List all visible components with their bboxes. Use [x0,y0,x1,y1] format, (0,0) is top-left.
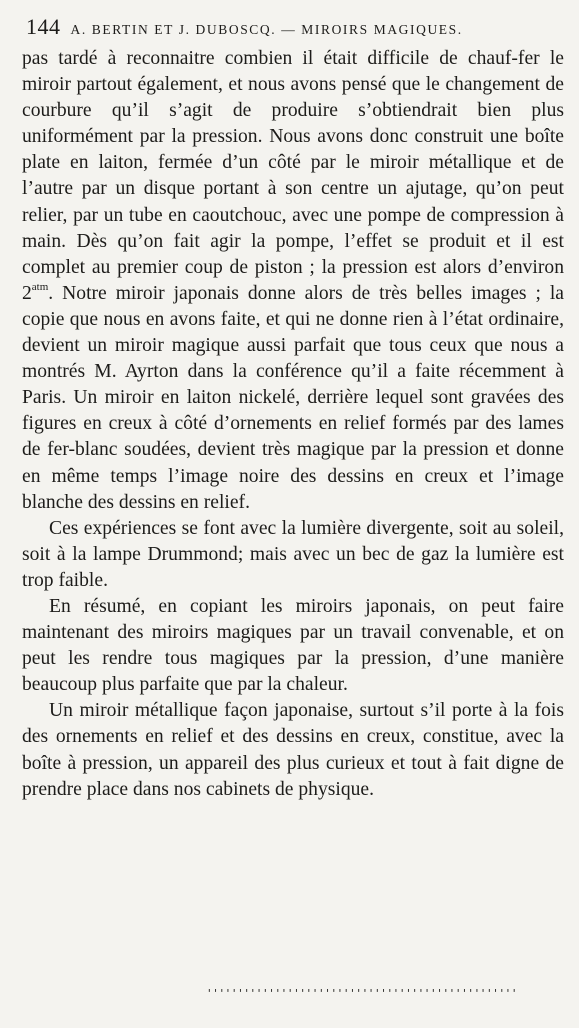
page-header [26,14,566,44]
paragraph-conclusion: Un miroir métallique façon japonaise, surtout s’il porte à la fois des ornements en relief et des dessins en creux, constitue, avec la boîte à pression, un appareil des plus curieux et tout à fait digne de prendre place dans nos cabinets de physique. [22,700,564,800]
atmosphere-superscript: atm [31,281,49,294]
paragraph-1-text-after-sup: . Notre miroir japonais donne alors de très belles images ; la copie que nous en avons faite, et qui ne donne rien à l’état ordinaire, devient un miroir magique aussi parfait que tous ceux que nous a montrés M. Ayrton dans la conférence qu’il a faite récemment à Paris. Un miroir en laiton nickelé, derrière lequel sont gravées des figures en creux à côté d’ornements en relief formés par des lames de fer-blanc soudées, devient très magique par la pression et donne en même temps l’image noire des dessins en creux et l’image blanche des dessins en relief. [22,282,564,513]
end-ornament-rule: '''''''''''''''''''''''''''''''''''''''''''''''''' [206,987,518,1000]
paragraph-experiences: Ces expériences se font avec la lumière divergente, soit au soleil, soit à la lampe Drummond; mais avec un bec de gaz la lumière est trop faible. [22,517,564,591]
paragraph-continued [22,46,564,516]
body-text [22,46,564,803]
running-head: A. BERTIN ET J. DUBOSCQ. — MIROIRS MAGIQUES. [70,22,463,37]
paragraph-summary: En résumé, en copiant les miroirs japonais, on peut faire maintenant des miroirs magiques par un travail convenable, et on peut les rendre tous magiques par la pression, d’une manière beaucoup plus parfaite que par la chaleur. [22,595,564,696]
paragraph-1-text-before-sup: pas tardé à reconnaitre combien il était difficile de chauf-fer le miroir partout également, et nous avons pensé que le changement de courbure qu’il s’agit de produire s’obtiendrait bien plus uniformément par la pression. Nous avons donc construit une boîte plate en laiton, fermée d’un côté par le miroir métallique et de l’autre par un disque portant à son centre un ajutage, qu’on peut relier, par un tube en caoutchouc, avec une pompe de compression à main. Dès qu’on fait agir la pompe, l’effet se produit et il est complet au premier coup de piston ; la pression est alors d’environ 2 [22,48,564,304]
page-number: 144 [26,14,61,39]
